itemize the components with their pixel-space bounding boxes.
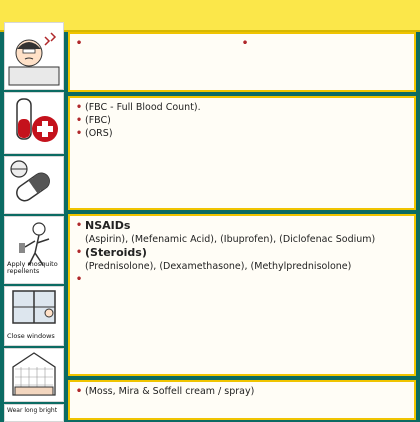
long-clothes-icon	[4, 404, 64, 422]
nsaids-heading: NSAIDs	[85, 219, 131, 232]
mosquito-repellent-icon	[4, 216, 64, 284]
medication-panel	[68, 214, 416, 376]
steroids-heading: (Steroids)	[85, 246, 147, 259]
list-item	[76, 219, 408, 246]
close-window-label: Close windows	[7, 332, 55, 340]
blood-test-list	[76, 101, 408, 140]
ors-term: (ORS)	[85, 128, 113, 139]
fbc-term: (FBC - Full Blood Count).	[85, 102, 201, 113]
drug-name: (Prednisolone)	[85, 261, 154, 272]
drug-name: (Aspirin)	[85, 234, 126, 245]
tablets-icon	[4, 156, 64, 214]
drug-name: (Dexamethasone)	[159, 261, 245, 272]
blood-test-panel	[68, 96, 416, 210]
list-item: • (Moss, Mira & Soffell cream / spray)	[76, 385, 408, 398]
symptoms-panel	[68, 32, 416, 92]
mosquito-net-icon	[4, 348, 64, 402]
blood-test-icon	[4, 92, 64, 154]
wear-long-label: Wear long bright	[7, 407, 58, 414]
drug-name: (Methylprednisolone)	[250, 261, 352, 272]
apply-repellent-label: Apply mosquito repellents	[7, 260, 58, 275]
prevention-panel	[68, 380, 416, 420]
list-item	[76, 127, 408, 140]
sick-child-icon	[4, 22, 64, 90]
fbc-term: (FBC)	[85, 115, 111, 126]
medication-list	[76, 219, 408, 273]
list-item	[76, 246, 408, 273]
prevention-list	[76, 385, 408, 398]
drug-name: (Mefenamic Acid)	[131, 234, 215, 245]
drug-name: (Diclofenac Sodium)	[279, 234, 376, 245]
list-item	[76, 101, 408, 114]
nsaids-examples: (Aspirin), (Mefenamic Acid), (Ibuprofen), (Diclofenac Sodium)	[85, 234, 376, 245]
drug-name: (Ibuprofen)	[220, 234, 274, 245]
steroids-examples: (Prednisolone), (Dexamethasone), (Methylprednisolone)	[85, 261, 352, 272]
close-window-icon	[4, 286, 64, 346]
page-title	[36, 4, 400, 26]
list-item	[76, 114, 408, 127]
